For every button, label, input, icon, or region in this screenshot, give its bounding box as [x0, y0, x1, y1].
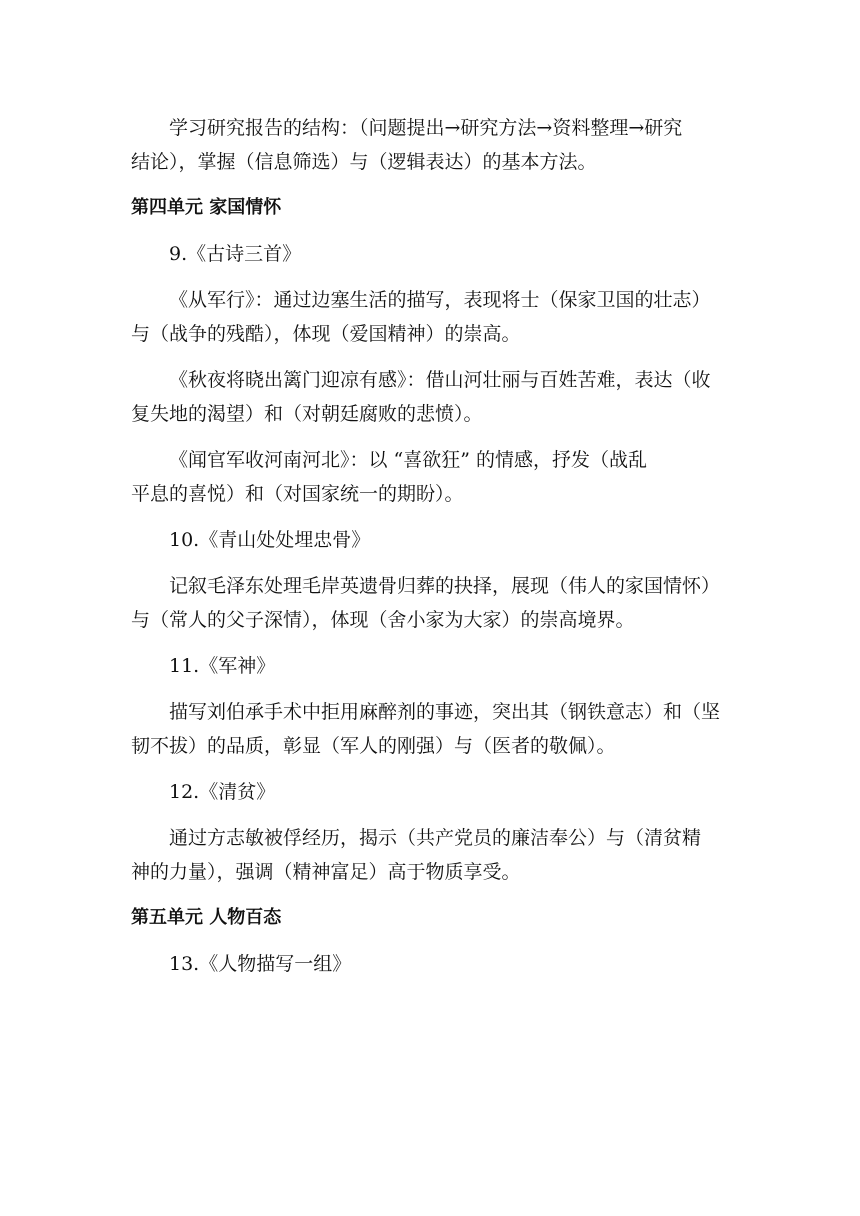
- paragraph-line: 结论），掌握（信息筛选）与（逻辑表达）的基本方法。: [131, 151, 597, 173]
- lesson-11-summary: [131, 695, 731, 763]
- lesson-10-title: 10.《青山处处埋忠骨》: [169, 529, 371, 551]
- document-body: [131, 111, 731, 993]
- paragraph-line: 韧不拔）的品质，彰显（军人的刚强）与（医者的敬佩）。: [131, 735, 616, 757]
- lesson-9-title: 9.《古诗三首》: [169, 243, 302, 265]
- paragraph-line: 与（战争的残酷），体现（爱国精神）的崇高。: [131, 323, 521, 345]
- paragraph-line: 记叙毛泽东处理毛岸英遗骨归葬的抉择，展现（伟人的家国情怀）: [169, 575, 721, 597]
- paragraph-line: 《闻官军收河南河北》：以 “喜欲狂” 的情感，抒发（战乱: [169, 449, 648, 471]
- lesson-12-summary: [131, 821, 731, 889]
- paragraph-line: 《秋夜将晓出篱门迎凉有感》：借山河壮丽与百姓苦难，表达（收: [169, 369, 711, 391]
- lesson-11-title: 11.《军神》: [169, 655, 276, 677]
- lesson-13-title: 13.《人物描写一组》: [169, 953, 352, 975]
- unit-4-heading: 第四单元 家国情怀: [131, 197, 282, 218]
- lesson-12-title: 12.《清贫》: [169, 781, 276, 803]
- paragraph-line: 描写刘伯承手术中拒用麻醉剂的事迹，突出其（钢铁意志）和（坚: [169, 701, 721, 723]
- lesson-10-summary: [131, 569, 731, 637]
- paragraph-line: 复失地的渴望）和（对朝廷腐败的悲愤）。: [131, 403, 483, 425]
- poem-qiuye-summary: [131, 363, 731, 431]
- paragraph-line: 《从军行》：通过边塞生活的描写，表现将士（保家卫国的壮志）: [169, 289, 711, 311]
- paragraph-line: 神的力量），强调（精神富足）高于物质享受。: [131, 861, 521, 883]
- paragraph-line: 与（常人的父子深情），体现（舍小家为大家）的崇高境界。: [131, 609, 635, 631]
- paragraph-line: 平息的喜悦）和（对国家统一的期盼）。: [131, 483, 464, 505]
- poem-congjunxing-summary: [131, 283, 731, 351]
- paragraph-line: 通过方志敏被俘经历，揭示（共产党员的廉洁奉公）与（清贫精: [169, 827, 702, 849]
- unit-5-heading: 第五单元 人物百态: [131, 907, 282, 928]
- paragraph-line: 学习研究报告的结构：（问题提出→研究方法→资料整理→研究: [169, 117, 683, 139]
- research-report-paragraph: [131, 111, 731, 179]
- poem-wenguanjun-summary: [131, 443, 731, 511]
